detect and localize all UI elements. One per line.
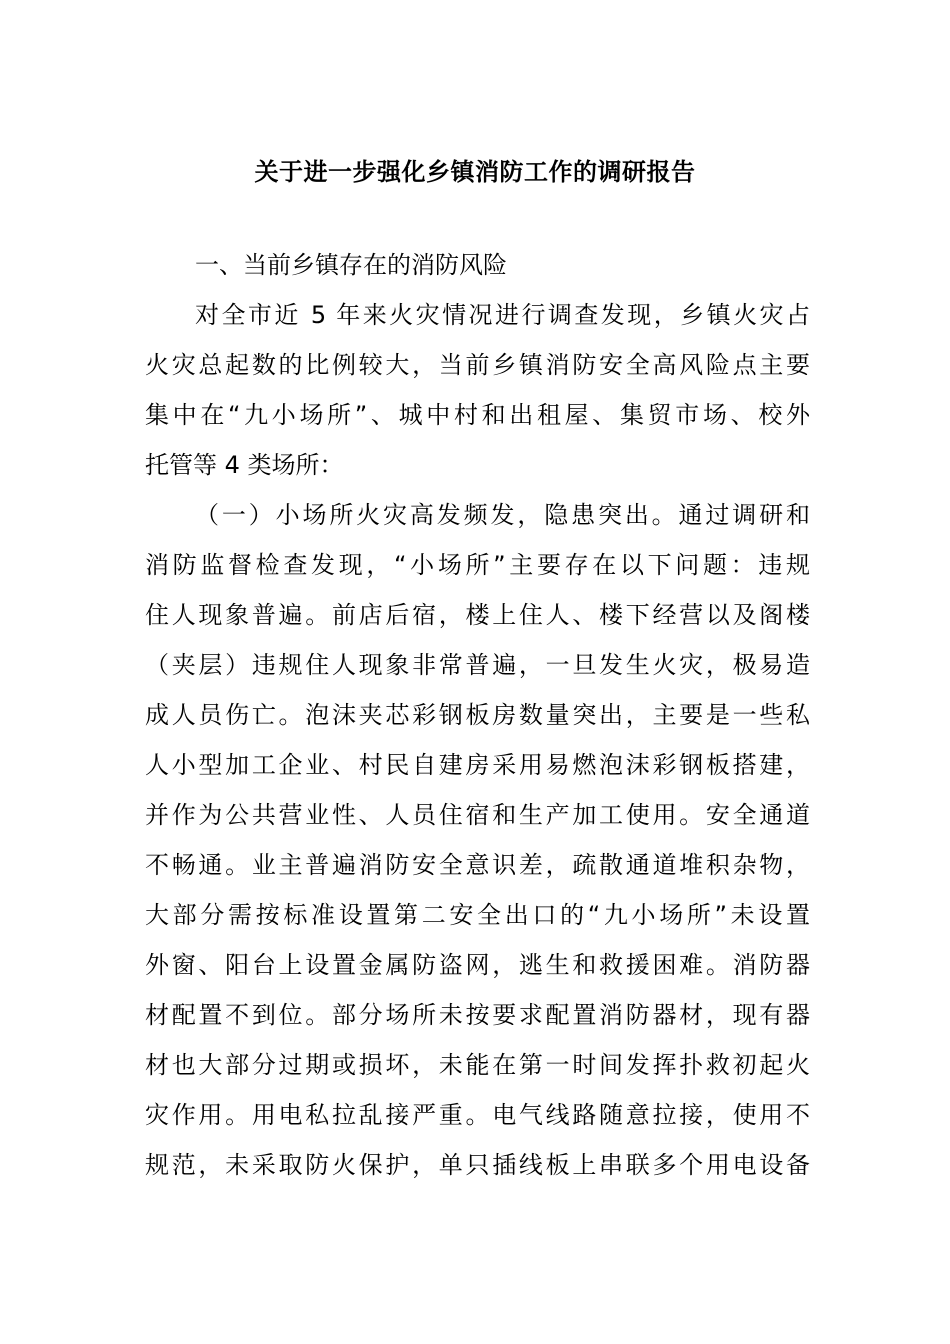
paragraph-line: 对全市近 5 年来火灾情况进行调查发现，乡镇火灾占 [195,301,810,329]
paragraph-line: 规范，未采取防火保护，单只插线板上串联多个用电设备 [145,1151,810,1179]
paragraph-line: 并作为公共营业性、人员住宿和生产加工使用。安全通道 [145,801,810,829]
paragraph-line: 人小型加工企业、村民自建房采用易燃泡沫彩钢板搭建， [145,751,810,779]
paragraph-line: 成人员伤亡。泡沫夹芯彩钢板房数量突出，主要是一些私 [145,701,810,729]
section-heading: 一、当前乡镇存在的消防风险 [195,251,507,279]
paragraph-line: 外窗、阳台上设置金属防盗网，逃生和救援困难。消防器 [145,951,810,979]
paragraph-line: 材配置不到位。部分场所未按要求配置消防器材，现有器 [145,1001,810,1029]
paragraph-line: 不畅通。业主普遍消防安全意识差，疏散通道堆积杂物， [145,851,810,879]
paragraph-line: 住人现象普遍。前店后宿，楼上住人、楼下经营以及阁楼 [145,601,810,629]
paragraph-line: （夹层）违规住人现象非常普遍，一旦发生火灾，极易造 [145,651,810,679]
paragraph-line: 灾作用。用电私拉乱接严重。电气线路随意拉接，使用不 [145,1101,810,1129]
document-title: 关于进一步强化乡镇消防工作的调研报告 [254,158,696,186]
paragraph-line: 材也大部分过期或损坏，未能在第一时间发挥扑救初起火 [145,1051,810,1079]
paragraph-line: 消防监督检查发现，“小场所”主要存在以下问题：违规 [145,551,810,579]
paragraph-line: 大部分需按标准设置第二安全出口的“九小场所”未设置 [145,901,810,929]
paragraph-line: 托管等 4 类场所： [145,451,344,479]
paragraph-line: 火灾总起数的比例较大，当前乡镇消防安全高风险点主要 [145,351,810,379]
paragraph-line: （一）小场所火灾高发频发，隐患突出。通过调研和 [195,501,810,529]
paragraph-line: 集中在“九小场所”、城中村和出租屋、集贸市场、校外 [145,401,810,429]
